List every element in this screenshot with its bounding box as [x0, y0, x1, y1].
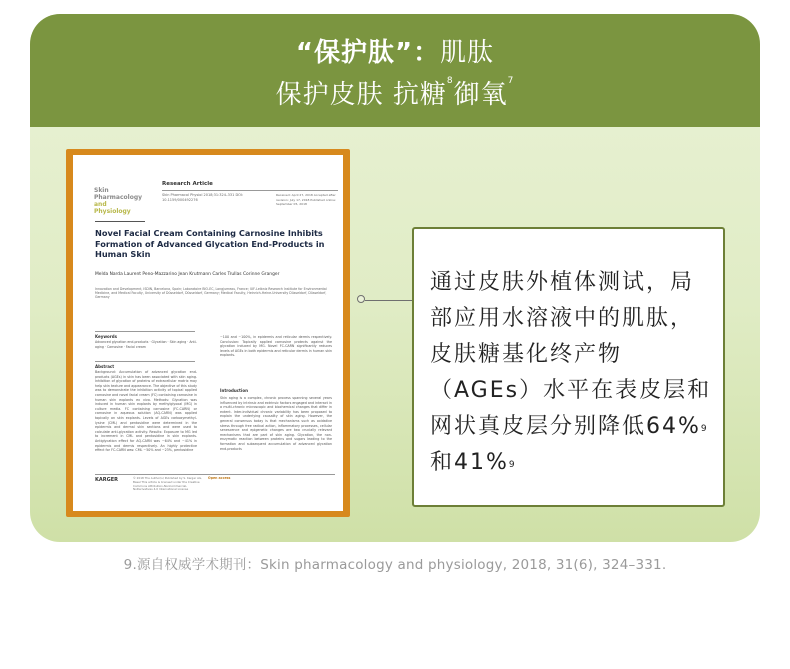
divider: [95, 361, 195, 362]
journal-logo: Skin Pharmacology and Physiology: [94, 187, 143, 215]
article-dates: Received: April 27, 2018 Accepted after revision: July 17, 2018 Published online: September 05, 2018: [276, 193, 336, 206]
divider: [95, 474, 335, 475]
paper-page: [73, 155, 343, 511]
footnote-ref-7: 7: [507, 76, 515, 86]
abstract-column-1: Background: Accumulation of advanced glycation end-products (AGEs) in skin has been associated with skin aging. Inhibition of glycation of proteins of extracellular matrix may help skin texture and appearance. The objective of this study was to demonstrate the inhibition activity of topical applied carnosine and novel facial cream (FC) containing carnosine in human skin explants ex vivo. Methods: Glycation was induced in human skin explants by methylglyoxal (MG) in culture media. FC containing carnosine (FC-CARN) or carnosine in aqueous solution (AQ-CARN) was applied topically on skin explants. Levels of AGEs carboxymethyl-lysine (CML) and pentosidine were determined in the epidermis and dermal skin sections and were used to calculate anti-glycation activity. Results: Exposure to MG led to increment in CML and pentosidine in skin explants. Antiglycation effect for AQ-CARN was ~64% and ~41% in epidermis and dermis respectively. An highly protective effect for FC-CARN was: CML ~50% and ~23%, pentosidine: [95, 370, 197, 453]
paper-frame: [66, 149, 350, 517]
keywords-text: Advanced glycation end-products · Glycation · Skin aging · Anti-aging · Carnosine · Facial cream: [95, 340, 197, 349]
introduction-text: Skin aging is a complex, chronic process spanning several years influenced by intrinsic and extrinsic factors engaged and interact in a multi-chronic microscopic and biochemical changes that differ in extent. Inter-individual chronic variability has been proposed to explain the underlying causality of skin aging. However, the general consensus today is that mechanisms such as oxidative stress through free radical action, inflammatory processes, cellular senescence and epigenetic changes are two crucially relevant mechanisms that are part of skin aging. Glycation, the non-enzymatic reaction between proteins and sugars leading to the formation and subsequent accumulation of advanced glycation end-products: [220, 396, 332, 451]
paper-affiliations: Innovation and Development, ISDIN, Barcelona, Spain; Laboratoire BIO-EC, Longjumeau, France; IUF-Leibniz Research Institute for Environmental Medicine, and Medical Faculty, University of Düsseldorf, Düsseldorf, Germany; Medical Faculty, Heinrich-Heine-University Düsseldorf, Düsseldorf, Germany: [95, 287, 327, 300]
footnote-ref-8: 8: [446, 76, 454, 86]
header-banner: [30, 14, 760, 127]
footer-license: © 2018 The Author(s) Published by S. Karger AG, Basel This article is licensed under the Creative Commons Attribution-NonCommercial-NoDerivatives 4.0 International License: [133, 476, 203, 492]
paper-title: Novel Facial Cream Containing Carnosine Inhibits Formation of Advanced Glycation End-Products in Human Skin: [95, 228, 325, 259]
citation-footnote: 9.源自权威学术期刊：Skin pharmacology and physiology, 2018, 31(6), 324–331.: [123, 557, 667, 573]
page-subtitle: 保护皮肤 抗糖$^8$御氧$^7$: [275, 76, 515, 110]
publisher-logo: KARGER: [95, 477, 118, 483]
content-card: [30, 14, 760, 542]
open-access-badge: Open access: [208, 476, 231, 480]
divider: [95, 331, 195, 332]
connector-line: [365, 300, 412, 301]
page-title: “保护肽”：肌肽: [295, 38, 495, 68]
info-text: 通过皮肤外植体测试，局部应用水溶液中的肌肽，皮肤糖基化终产物（AGEs）水平在表皮层和网状真皮层分别降低64%$^9$和41%$^9$: [430, 270, 712, 475]
connector-dot: [357, 295, 365, 303]
footnote-ref-9: 9: [508, 460, 517, 470]
article-meta: Skin Pharmacol Physiol 2018;31:324–331 DOI: 10.1159/000492276: [162, 193, 244, 202]
info-box: [412, 227, 725, 507]
paper-authors: Melda Narda Laurent Peno-Mazzarino Jean Krutmann Carles Trullas Corinne Granger: [95, 272, 280, 277]
keywords-heading: Keywords: [95, 334, 118, 339]
introduction-heading: Introduction: [220, 388, 248, 393]
abstract-heading: Abstract: [95, 364, 115, 369]
abstract-column-2: ~100 and ~100%, in epidermis and reticular dermis respectively. Conclusion: Topically applied carnosine protects against the glycation induced by MG. Novel FC-CARN significantly reduces levels of AGEs in both epidermis and reticular dermis in human skin explants.: [220, 335, 332, 358]
divider: [162, 190, 338, 191]
divider: [95, 221, 145, 222]
footnote-ref-9: 9: [700, 424, 709, 434]
article-type: Research Article: [162, 181, 213, 187]
